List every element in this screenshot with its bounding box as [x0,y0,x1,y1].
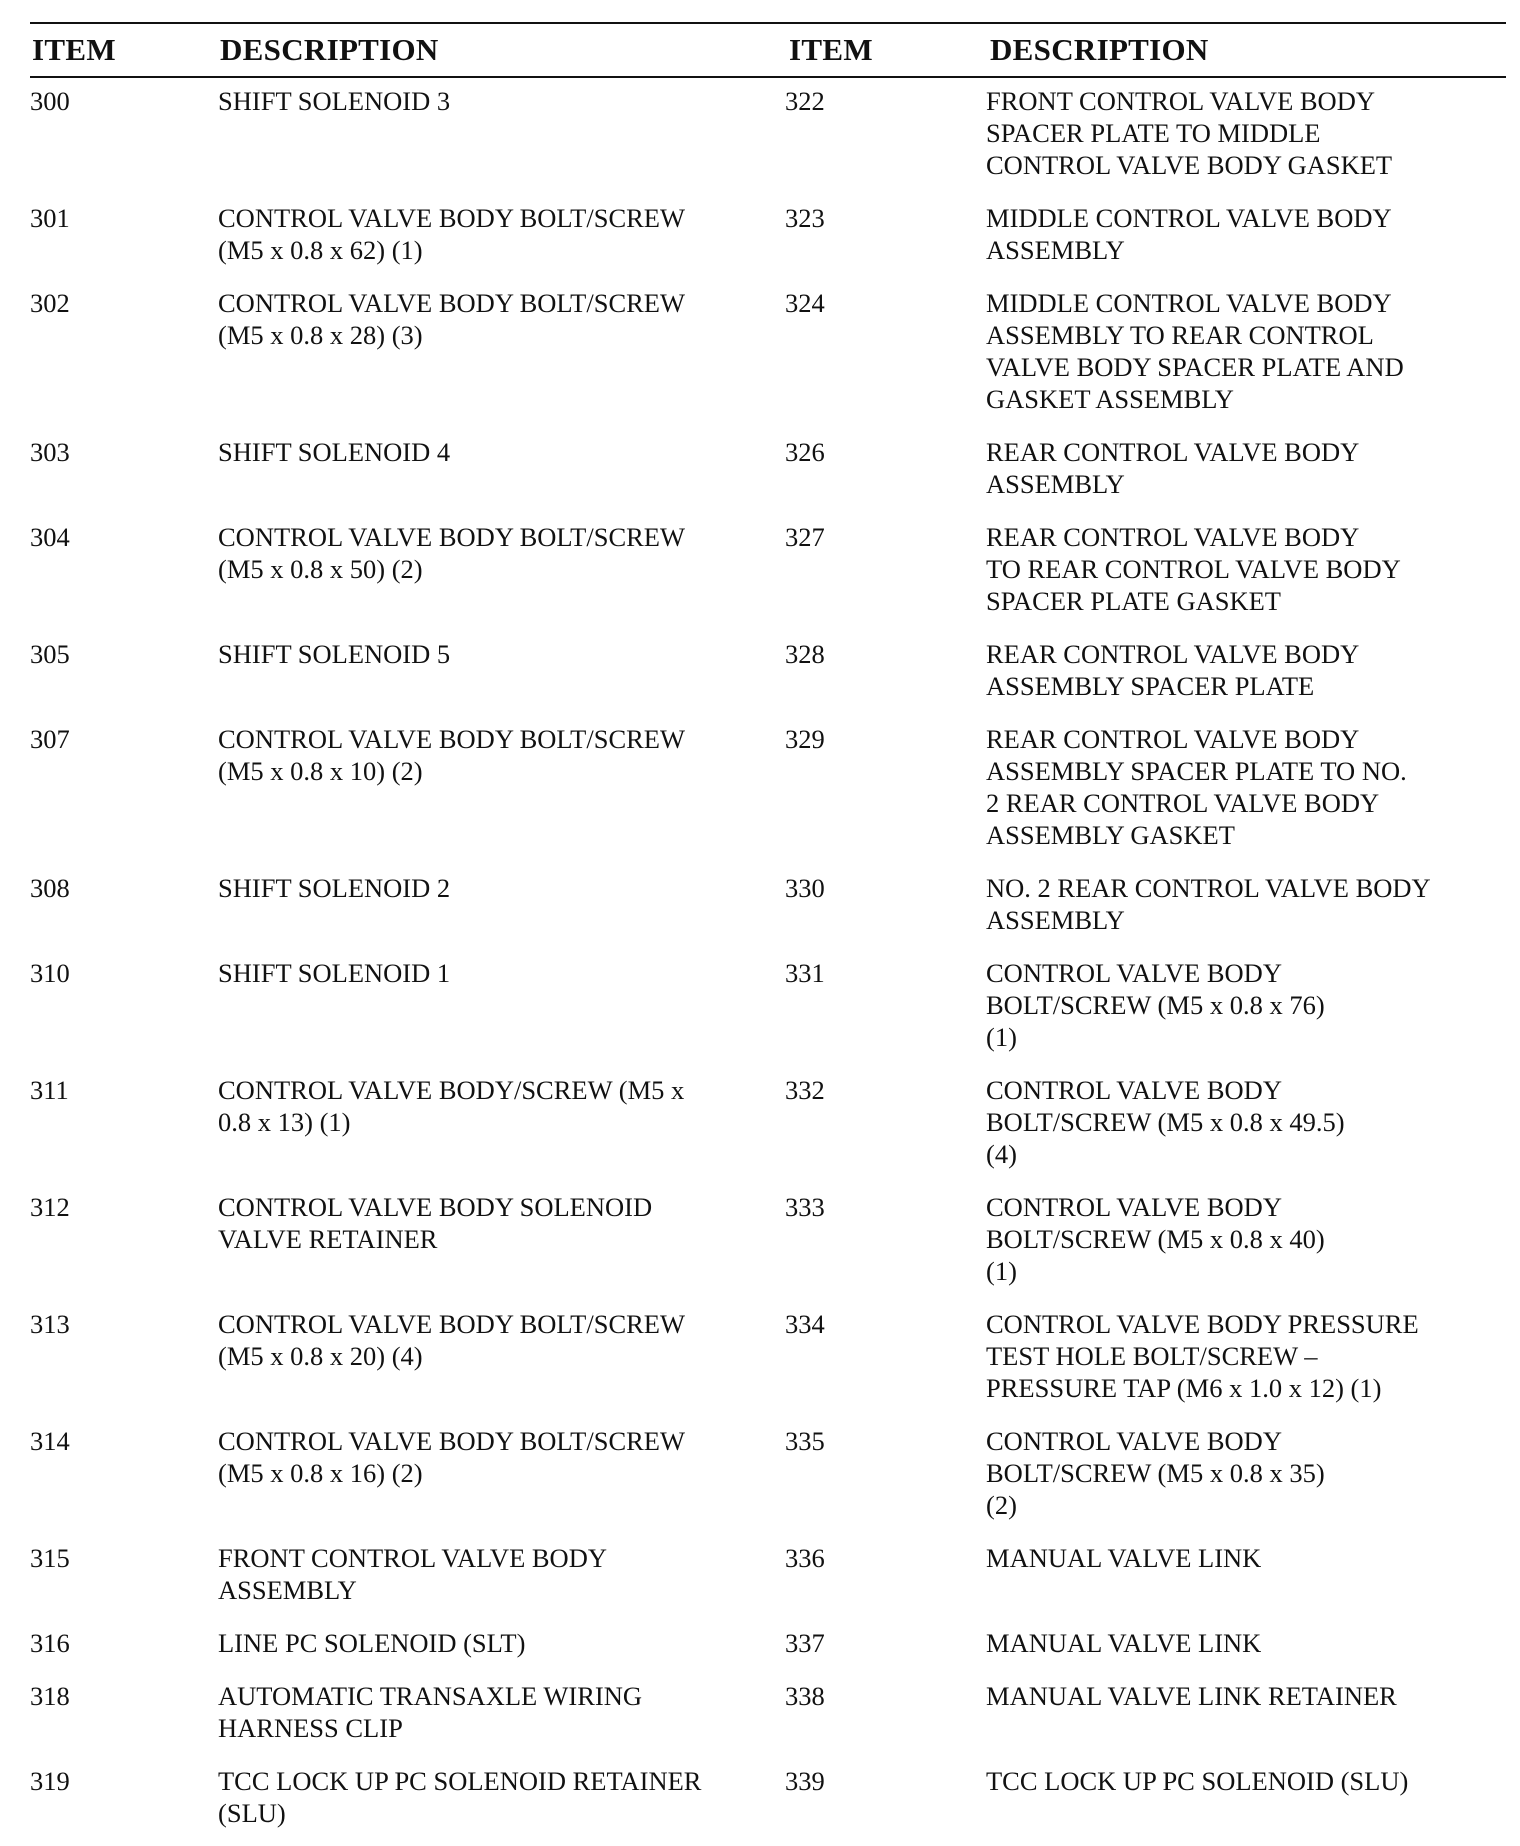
item-number-left: 307 [30,724,70,754]
item-description-right: MIDDLE CONTROL VALVE BODY ASSEMBLY TO REAR CONTROL VALVE BODY SPACER PLATE AND GASKET ASSEMBLY [986,288,1404,414]
item-number-left: 304 [30,522,70,552]
item-number-right: 329 [785,724,825,754]
item-description-left: CONTROL VALVE BODY BOLT/SCREW (M5 x 0.8 x 10) (2) [218,724,685,786]
item-number-right: 322 [785,86,825,116]
item-number-right: 326 [785,437,825,467]
item-number-right: 332 [785,1075,825,1105]
table-row [30,1623,1506,1676]
item-description-left: SHIFT SOLENOID 2 [218,873,451,903]
item-description-right: NO. 2 REAR CONTROL VALVE BODY ASSEMBLY [986,873,1431,935]
item-description-right: REAR CONTROL VALVE BODY ASSEMBLY SPACER PLATE [986,639,1360,701]
item-number-left: 318 [30,1681,70,1711]
item-number-left: 314 [30,1426,70,1456]
table-row [30,283,1506,432]
header-description-right: DESCRIPTION [990,32,1209,67]
table-header [30,24,1506,76]
item-description-right: TCC LOCK UP PC SOLENOID (SLU) [986,1766,1409,1796]
header-item-right: ITEM [789,32,873,67]
table-row [30,517,1506,634]
item-number-right: 336 [785,1543,825,1573]
item-description-right: REAR CONTROL VALVE BODY ASSEMBLY [986,437,1360,499]
item-number-left: 316 [30,1628,70,1658]
item-description-right: MANUAL VALVE LINK [986,1628,1262,1658]
item-description-left: CONTROL VALVE BODY SOLENOID VALVE RETAINER [218,1192,653,1254]
item-description-right: REAR CONTROL VALVE BODY ASSEMBLY SPACER PLATE TO NO. 2 REAR CONTROL VALVE BODY ASSEMBLY GASKET [986,724,1407,850]
table-row [30,953,1506,1070]
item-description-left: SHIFT SOLENOID 3 [218,86,451,116]
item-description-right: CONTROL VALVE BODY BOLT/SCREW (M5 x 0.8 x 35) (2) [986,1426,1325,1520]
item-description-right: MANUAL VALVE LINK RETAINER [986,1681,1397,1711]
item-description-right: FRONT CONTROL VALVE BODY SPACER PLATE TO MIDDLE CONTROL VALVE BODY GASKET [986,86,1393,180]
table-row [30,78,1506,198]
header-description-left: DESCRIPTION [220,32,439,67]
item-description-right: CONTROL VALVE BODY PRESSURE TEST HOLE BOLT/SCREW – PRESSURE TAP (M6 x 1.0 x 12) (1) [986,1309,1419,1403]
item-number-right: 338 [785,1681,825,1711]
item-description-right: MIDDLE CONTROL VALVE BODY ASSEMBLY [986,203,1392,265]
header-item-left: ITEM [32,32,116,67]
item-description-left: SHIFT SOLENOID 5 [218,639,451,669]
table-row [30,1421,1506,1538]
parts-legend-table [30,22,1506,1846]
item-description-left: CONTROL VALVE BODY BOLT/SCREW (M5 x 0.8 x 28) (3) [218,288,685,350]
table-row [30,719,1506,868]
item-description-left: CONTROL VALVE BODY BOLT/SCREW (M5 x 0.8 x 20) (4) [218,1309,685,1371]
item-description-right: MANUAL VALVE LINK [986,1543,1262,1573]
table-row [30,432,1506,517]
item-number-left: 315 [30,1543,70,1573]
item-description-left: CONTROL VALVE BODY BOLT/SCREW (M5 x 0.8 x 62) (1) [218,203,685,265]
item-number-right: 327 [785,522,825,552]
item-description-left: AUTOMATIC TRANSAXLE WIRING HARNESS CLIP [218,1681,642,1743]
item-number-right: 337 [785,1628,825,1658]
table-row [30,1187,1506,1304]
item-number-right: 323 [785,203,825,233]
item-number-right: 335 [785,1426,825,1456]
item-description-left: CONTROL VALVE BODY BOLT/SCREW (M5 x 0.8 x 16) (2) [218,1426,685,1488]
item-number-left: 303 [30,437,70,467]
item-number-right: 330 [785,873,825,903]
table-row [30,1538,1506,1623]
item-number-right: 333 [785,1192,825,1222]
item-description-left: CONTROL VALVE BODY BOLT/SCREW (M5 x 0.8 x 50) (2) [218,522,685,584]
item-number-right: 324 [785,288,825,318]
table-row [30,634,1506,719]
item-description-right: REAR CONTROL VALVE BODY TO REAR CONTROL VALVE BODY SPACER PLATE GASKET [986,522,1401,616]
table-row [30,1070,1506,1187]
item-number-left: 310 [30,958,70,988]
table-row [30,1304,1506,1421]
item-description-right: CONTROL VALVE BODY BOLT/SCREW (M5 x 0.8 x 76) (1) [986,958,1325,1052]
item-number-right: 334 [785,1309,825,1339]
table-body [30,78,1506,1846]
item-number-left: 300 [30,86,70,116]
item-description-right: CONTROL VALVE BODY BOLT/SCREW (M5 x 0.8 x 49.5) (4) [986,1075,1345,1169]
item-number-right: 339 [785,1766,825,1796]
table-row [30,1676,1506,1761]
item-number-left: 312 [30,1192,70,1222]
table-row [30,868,1506,953]
item-number-left: 302 [30,288,70,318]
item-description-left: TCC LOCK UP PC SOLENOID RETAINER (SLU) [218,1766,702,1828]
item-description-left: SHIFT SOLENOID 1 [218,958,451,988]
item-number-left: 308 [30,873,70,903]
item-number-right: 331 [785,958,825,988]
item-description-left: LINE PC SOLENOID (SLT) [218,1628,526,1658]
table-row [30,198,1506,283]
item-number-left: 301 [30,203,70,233]
table-row [30,1761,1506,1846]
item-description-right: CONTROL VALVE BODY BOLT/SCREW (M5 x 0.8 x 40) (1) [986,1192,1325,1286]
item-description-left: FRONT CONTROL VALVE BODY ASSEMBLY [218,1543,607,1605]
item-description-left: CONTROL VALVE BODY/SCREW (M5 x 0.8 x 13) (1) [218,1075,685,1137]
item-number-left: 319 [30,1766,70,1796]
item-number-left: 313 [30,1309,70,1339]
item-description-left: SHIFT SOLENOID 4 [218,437,451,467]
item-number-left: 305 [30,639,70,669]
item-number-left: 311 [30,1075,69,1105]
item-number-right: 328 [785,639,825,669]
